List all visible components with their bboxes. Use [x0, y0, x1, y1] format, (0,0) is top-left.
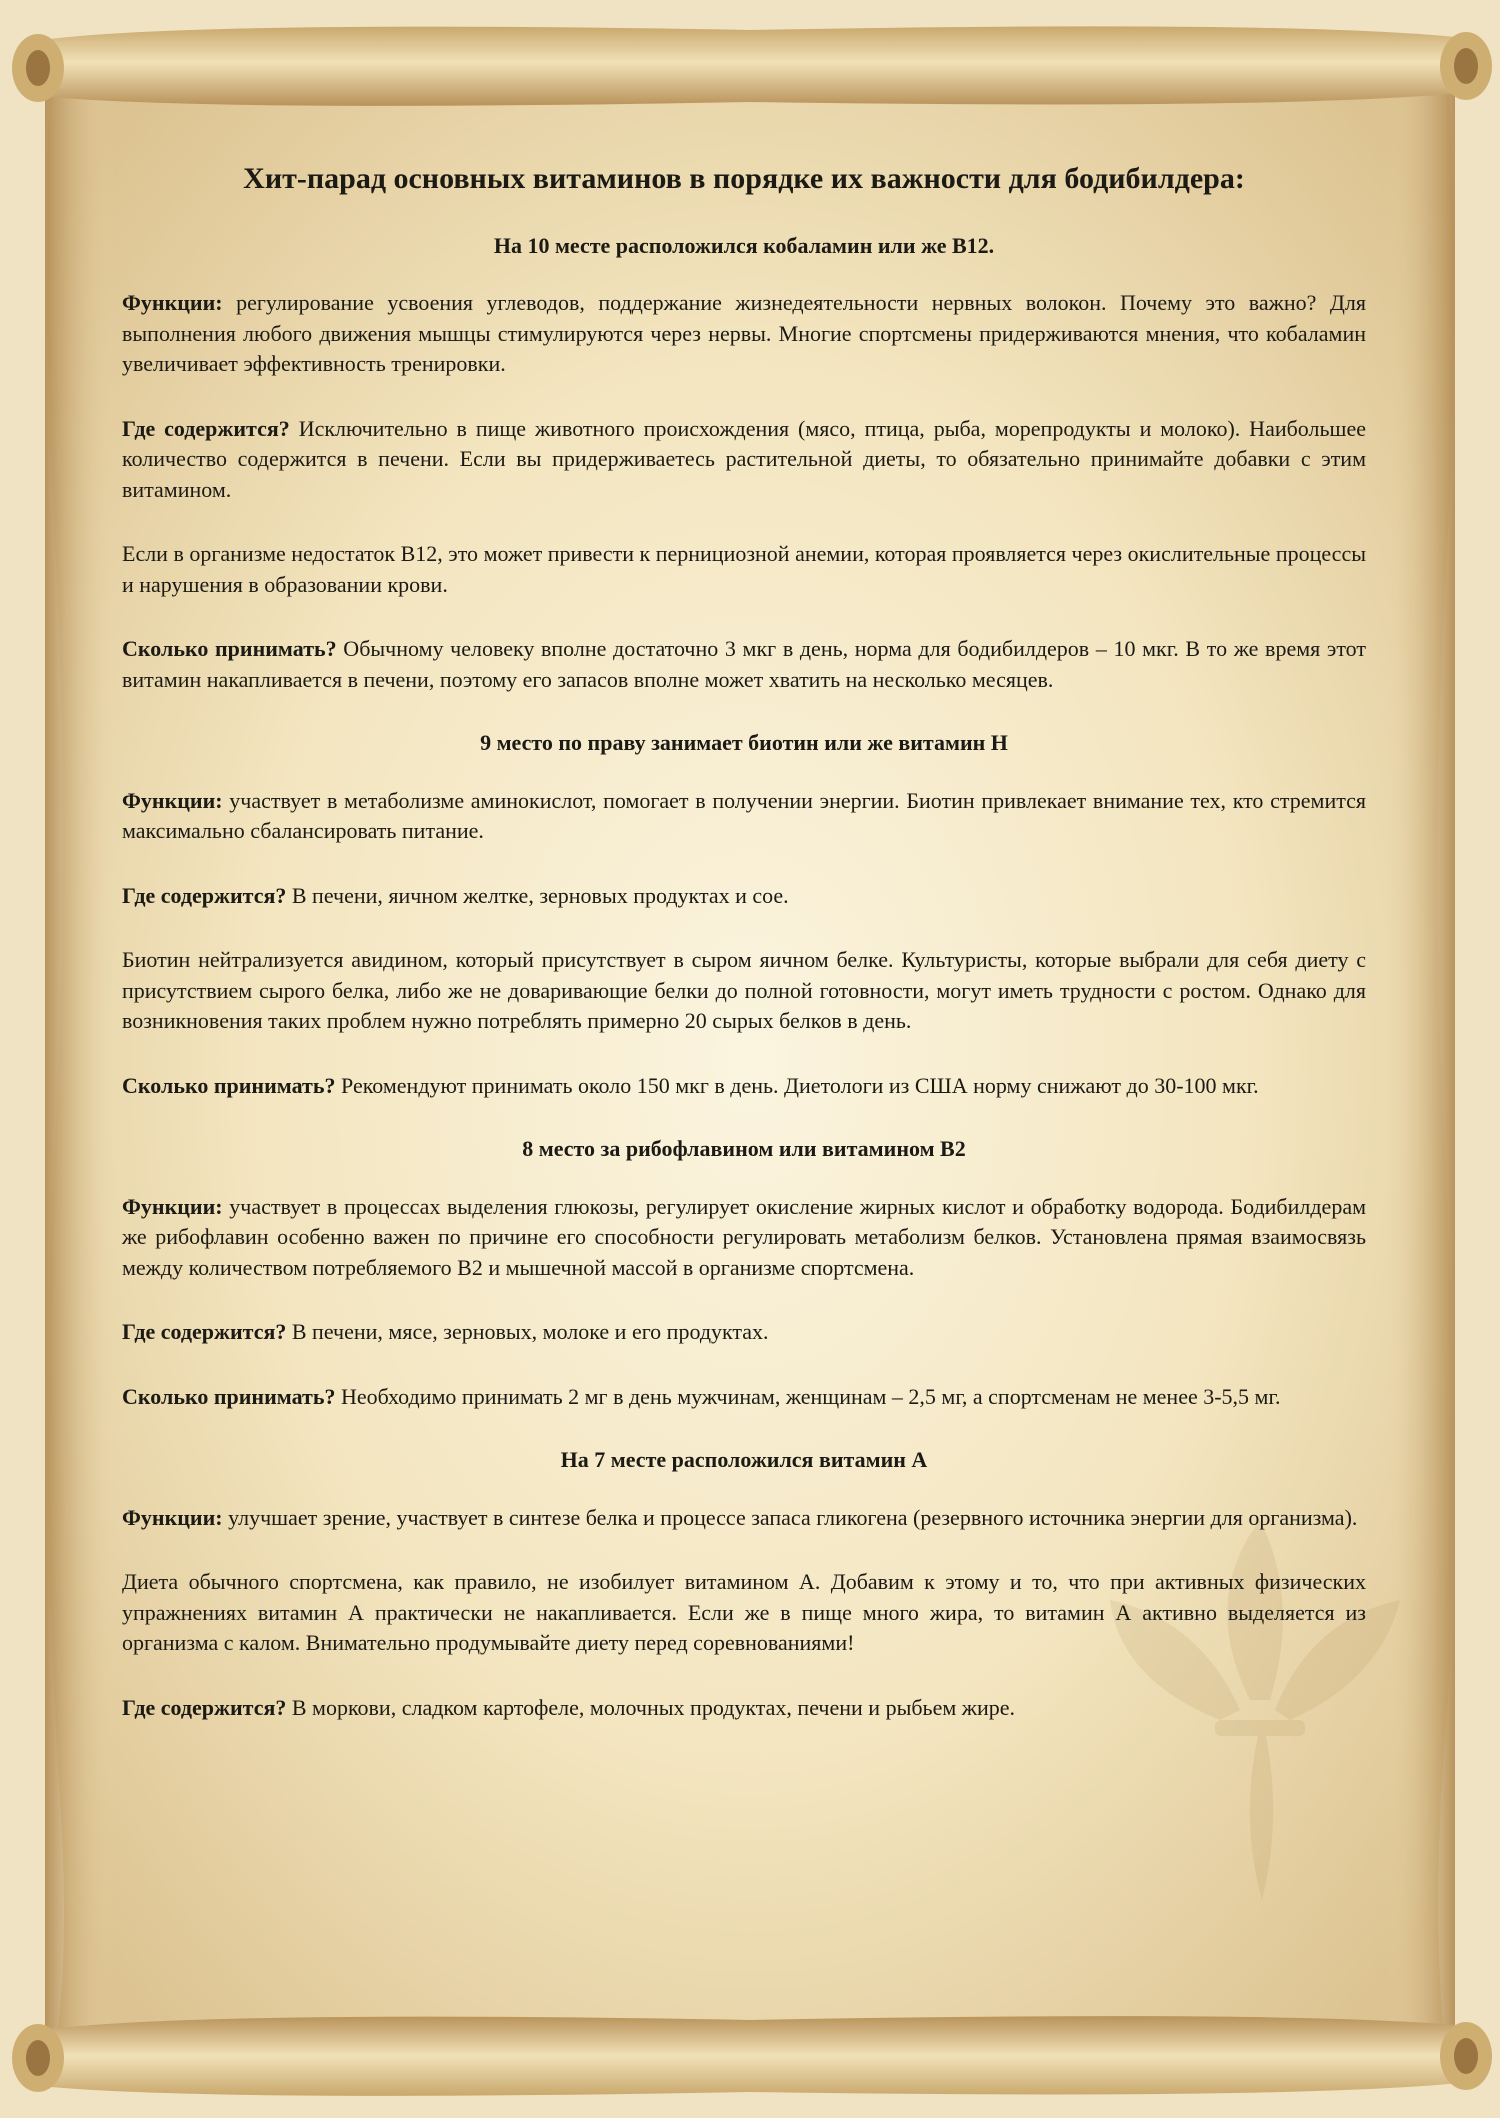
paragraph	[122, 1503, 1366, 1534]
paragraph-text: участвует в метаболизме аминокислот, помогает в получении энергии. Биотин привлекает внимание тех, кто стремится максимально сбалансировать питание.	[122, 787, 1366, 844]
paragraph-label: Функции:	[122, 787, 223, 813]
paragraph-label: Где содержится?	[122, 1319, 287, 1345]
paragraph	[122, 1567, 1366, 1659]
paragraph	[122, 539, 1366, 600]
section-vitamin-b12	[122, 232, 1366, 696]
document-title: Хит-парад основных витаминов в порядке их важности для бодибилдера:	[243, 162, 1245, 195]
paragraph-label: Сколько принимать?	[122, 636, 337, 662]
section-vitamin-a	[122, 1446, 1366, 1723]
paragraph-label: Где содержится?	[122, 415, 290, 441]
paragraph-text: Необходимо принимать 2 мг в день мужчинам, женщинам – 2,5 мг, а спортсменам не менее 3-5,5 мг.	[335, 1383, 1281, 1409]
paragraph-text: В печени, мясе, зерновых, молоке и его продуктах.	[286, 1319, 769, 1345]
paragraph-text: Биотин нейтрализуется авидином, который присутствует в сыром яичном белке. Культуристы, которые выбрали для себя диету с присутствием сырого белка, либо же не доваривающие белки до полной готовности, могут иметь трудности с ростом. Однако для возникновения таких проблем нужно потреблять примерно 20 сырых белков в день.	[122, 947, 1366, 1034]
paragraph	[122, 1192, 1366, 1284]
paragraph-text: Обычному человеку вполне достаточно 3 мкг в день, норма для бодибилдеров – 10 мкг. В то же время этот витамин накапливается в печени, поэтому его запасов вполне может хватить на несколько месяцев.	[122, 636, 1366, 692]
paragraph-label: Функции:	[122, 1193, 223, 1219]
paragraph	[122, 288, 1366, 380]
paragraph	[122, 881, 1366, 912]
paragraph	[122, 1382, 1366, 1413]
paragraph-text: участвует в процессах выделения глюкозы, регулирует окисление жирных кислот и обработку водорода. Бодибилдерам же рибофлавин особенно важен по причине его способности регулировать метаболизм белков. Установлена прямая взаимосвязь между количеством потребляемого B2 и мышечной массой в организме спортсмена.	[122, 1193, 1366, 1280]
document-body	[122, 160, 1366, 1757]
paragraph-text: В моркови, сладком картофеле, молочных продуктах, печени и рыбьем жире.	[286, 1694, 1016, 1720]
paragraph	[122, 1317, 1366, 1348]
paragraph-label: Сколько принимать?	[122, 1072, 336, 1098]
paragraph-text: Диета обычного спортсмена, как правило, не изобилует витамином А. Добавим к этому и то, что при активных физических упражнениях витамин А практически не накапливается. Если же в пище много жира, то витамин А активно выделяется из организма с калом. Внимательно продумывайте диету перед соревнованиями!	[122, 1569, 1366, 1656]
paragraph	[122, 945, 1366, 1037]
paragraph	[122, 414, 1366, 506]
paragraph-text: В печени, яичном желтке, зерновых продуктах и сое.	[286, 882, 789, 908]
section-heading: На 7 месте расположился витамин A	[560, 1447, 928, 1473]
paragraph	[122, 1071, 1366, 1102]
paragraph-label: Функции:	[122, 1504, 223, 1530]
paragraph-text: регулирование усвоения углеводов, поддержание жизнедеятельности нервных волокон. Почему это важно? Для выполнения любого движения мышцы стимулируются через нервы. Многие спортсмены придерживаются мнения, что кобаламин увеличивает эффективность тренировки.	[122, 290, 1366, 377]
section-vitamin-b2	[122, 1135, 1366, 1412]
section-heading: На 10 месте расположился кобаламин или же B12.	[493, 232, 995, 258]
paragraph-label: Функции:	[122, 290, 223, 316]
paragraph	[122, 634, 1366, 695]
paragraph-label: Где содержится?	[122, 1694, 287, 1720]
paragraph-label: Где содержится?	[122, 882, 287, 908]
section-heading: 8 место за рибофлавином или витамином B2	[522, 1136, 966, 1162]
paragraph-label: Сколько принимать?	[122, 1383, 336, 1409]
paragraph-text: Если в организме недостаток B12, это может привести к пернициозной анемии, которая проявляется через окислительные процессы и нарушения в образовании крови.	[122, 541, 1366, 597]
section-vitamin-h	[122, 729, 1366, 1101]
paragraph-text: улучшает зрение, участвует в синтезе белка и процессе запаса гликогена (резервного источника энергии для организма).	[222, 1504, 1358, 1530]
paragraph-text: Исключительно в пище животного происхождения (мясо, птица, рыба, морепродукты и молоко). Наибольшее количество содержится в печени. Если вы придерживаетесь растительной диеты, то обязательно принимайте добавки с этим витамином.	[122, 415, 1366, 502]
paragraph	[122, 786, 1366, 847]
paragraph	[122, 1693, 1366, 1724]
paragraph-text: Рекомендуют принимать около 150 мкг в день. Диетологи из США норму снижают до 30-100 мкг.	[335, 1072, 1259, 1098]
section-heading: 9 место по праву занимает биотин или же витамин H	[480, 730, 1008, 756]
